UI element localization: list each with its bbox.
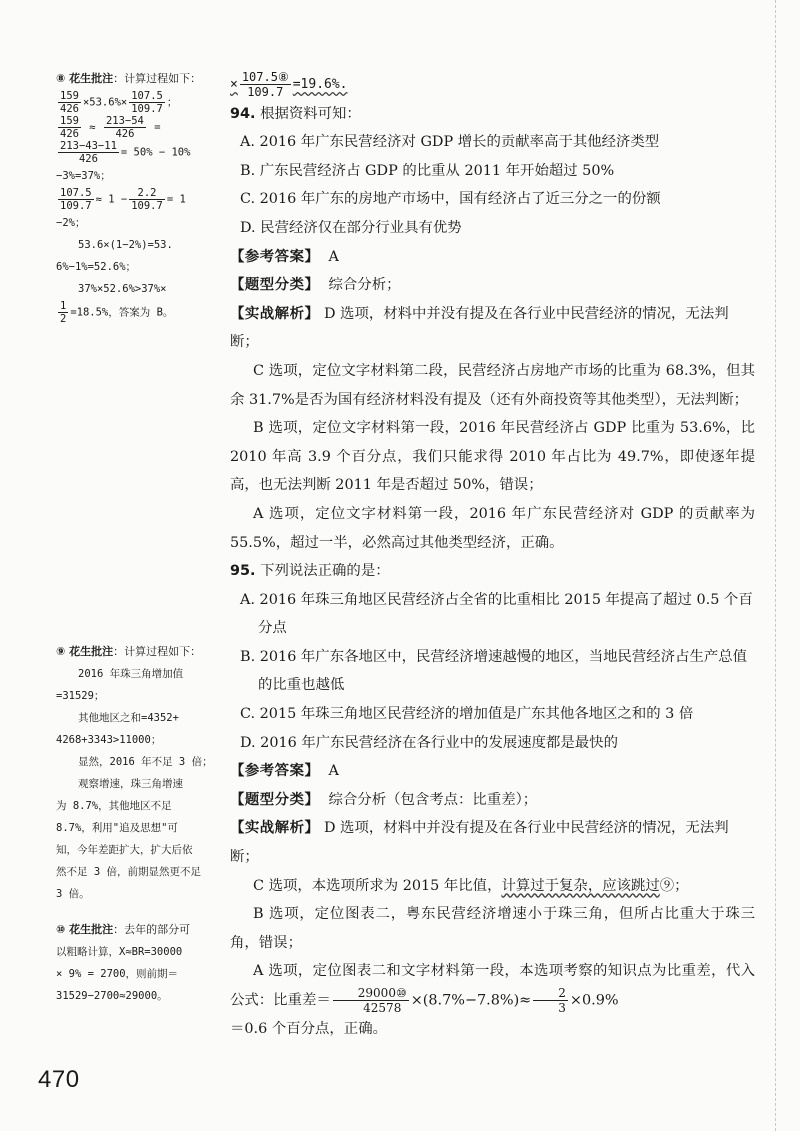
note-10 [56,919,216,1007]
q94-option-c: C. 2016 年广东的房地产市场中，国有经济占了近三分之一的份额 [240,191,661,208]
q94-analysis-b: B 选项，定位文字材料第一段，2016 年民营经济占 GDP 比重为 53.6%，比 2010 年高 3.9 个百分点，我们只能求得 2010 年占比为 49.7%，即使逐年提高，也无法判断 2011 年是否超过 50%，错误； [230,420,755,494]
question-94-title: 94. 根据资料可知： [230,105,361,122]
note-9-line: 其他地区之和=4352+ [78,712,179,724]
note-9-label: ⑨ 花生批注 [56,645,114,658]
q94-option-a: A. 2016 年广东民营经济对 GDP 增长的贡献率高于其他经济类型 [240,134,660,151]
note-8-line-2: $\frac{159}{426}$ ≈ $\frac{213-54}{426}$ = [60,115,161,140]
fraction: $\frac{159}{426}$ [60,90,79,115]
fraction: $\frac{107.5}{109.7}$ [60,187,92,212]
q94-analysis-a: A 选项，定位文字材料第一段，2016 年广东民营经济对 GDP 的贡献率为 55.5%，超过一半，必然高过其他类型经济，正确。 [230,505,755,551]
q95-analysis-c: C 选项，本选项所求为 2015 年比值，计算过于复杂，应该跳过⑨； [253,877,689,894]
note-8 [56,68,216,325]
note-9-line: 为 8.7%，其他地区不足 [56,800,172,812]
fraction: $\frac{213-43-11}{426}$ [60,140,117,165]
q95-option-c: C. 2015 年珠三角地区民营经济的增加值是广东其他各地区之和的 3 倍 [240,706,694,723]
page-edge-line [774,0,776,1131]
note-10-head-rest: ：去年的部分可 [113,923,191,936]
sidebar-notes [56,68,216,1021]
note-10-label: ⑩ 花生批注 [56,923,114,936]
note-8-line-10: $\frac{1}{2}$ =18.5%，答案为 B。 [60,300,174,325]
q95-option-b: B. 2016 年广东各地区中，民营经济增速越慢的地区，当地民营经济占生产总值的比重也越低 [240,648,748,694]
fraction: $\frac{107.5}{109.7}$ [131,90,163,115]
note-10-head [56,919,216,941]
q95-answer: 【参考答案】 A [230,763,339,780]
continued-formula: × $\frac{\text{107.5⑧}}{109.7}$ =19.6%. [230,70,348,99]
note-9-line: 8.7%，利用"追及思想"可 [56,822,178,834]
q95-analysis-a-end: ＝0.6 个百分点，正确。 [230,1021,387,1038]
q95-type: 【题型分类】 综合分析（包含考点：比重差）； [230,791,538,808]
note-9-line: 2016 年珠三角增加值 [78,668,184,680]
note-9-line: 观察增速，珠三角增速 [78,778,183,790]
note-10-line: 以粗略计算，X≈BR=30000 [56,946,183,958]
note-9-line: 知，今年差距扩大，扩大后依 [56,844,193,856]
page-number: 470 [38,1066,80,1093]
note-8-line-4: −3%=37%； [56,170,111,182]
question-95-title: 95. 下列说法正确的是： [230,563,390,580]
fraction: $\frac{\text{107.5⑧}}{109.7}$ [241,70,289,99]
q94-analysis: 【实战解析】 D 选项，材料中并没有提及在各行业中民营经济的情况，无法判断； [230,305,729,351]
q95-option-a: A. 2016 年珠三角地区民营经济占全省的比重相比 2015 年提高了超过 0.5 个百分点 [240,591,753,637]
q94-option-b: B. 广东民营经济占 GDP 的比重从 2011 年开始超过 50% [240,162,615,179]
note-8-line-3: $\frac{213-43-11}{426}$ = 50% − 10% [60,140,191,165]
q94-analysis-c: C 选项，定位文字材料第二段，民营经济占房地产市场的比重为 68.3%，但其余 31.7%是否为国有经济材料没有提及（还有外商投资等其他类型），无法判断； [230,362,755,408]
q95-analysis: 【实战解析】 D 选项，材料中并没有提及在各行业中民营经济的情况，无法判断； [230,820,729,866]
note-8-line-5: $\frac{107.5}{109.7}$ ≈ 1 − $\frac{2.2}{109.7}$ = 1 [60,187,186,212]
q94-answer: 【参考答案】 A [230,248,339,265]
note-10-line: × 9% = 2700，则前期＝ [56,968,179,980]
note-8-line-1: $\frac{159}{426}$ ×53.6%× $\frac{107.5}{109.7}$ ； [60,90,178,115]
q94-option-d: D. 民营经济仅在部分行业具有优势 [240,219,462,236]
note-9-line: =31529； [56,690,105,702]
q95-analysis-b: B 选项，定位图表二，粤东民营经济增速小于珠三角，但所占比重大于珠三角，错误； [230,906,755,951]
note-9-line: 4268+3343>11000； [56,734,162,746]
note-9-head-rest: ：计算过程如下： [113,645,202,658]
note-9-head [56,641,216,663]
q94-type: 【题型分类】 综合分析； [230,277,401,294]
note-8-head-rest: ：计算过程如下： [113,72,202,85]
q95-option-d: D. 2016 年广东民营经济在各行业中的发展速度都是最快的 [240,734,618,751]
fraction: $\frac{\text{29000⑩}}{42578}$ [333,986,409,1015]
fraction: $\frac{159}{426}$ [60,115,79,140]
note-9-line: 然不足 3 倍，前期显然更不足 [56,866,201,878]
note-8-head [56,68,216,90]
fraction: $\frac{2.2}{109.7}$ [131,187,163,212]
note-8-label: ⑧ 花生批注 [56,72,114,85]
note-9 [56,641,216,905]
note-9-line: 3 倍。 [56,888,90,900]
note-10-line: 31529−2700≈29000。 [56,990,168,1002]
note-8-line-6: −2%； [56,217,86,229]
fraction: $\frac{2}{3}$ [533,986,568,1015]
fraction: $\frac{1}{2}$ [60,300,67,325]
fraction: $\frac{213-54}{426}$ [105,115,144,140]
q95-analysis-a: A 选项，定位图表二和文字材料第一段，本选项考察的知识点为比重差，代入公式：比重差＝ $\frac{\text{29000⑩}}{42578}$ ×(8.7%−7.8%)≈ $\frac{2}{3}$ ×0.9% [230,963,755,1015]
note-8-line-8: 6%−1%=52.6%； [56,261,137,273]
note-8-line-7: 53.6×(1−2%)=53. [78,239,173,251]
note-8-line-9: 37%×52.6%>37%× [78,283,167,295]
note-9-line: 显然，2016 年不足 3 倍； [78,756,213,768]
main-content [230,70,755,1044]
